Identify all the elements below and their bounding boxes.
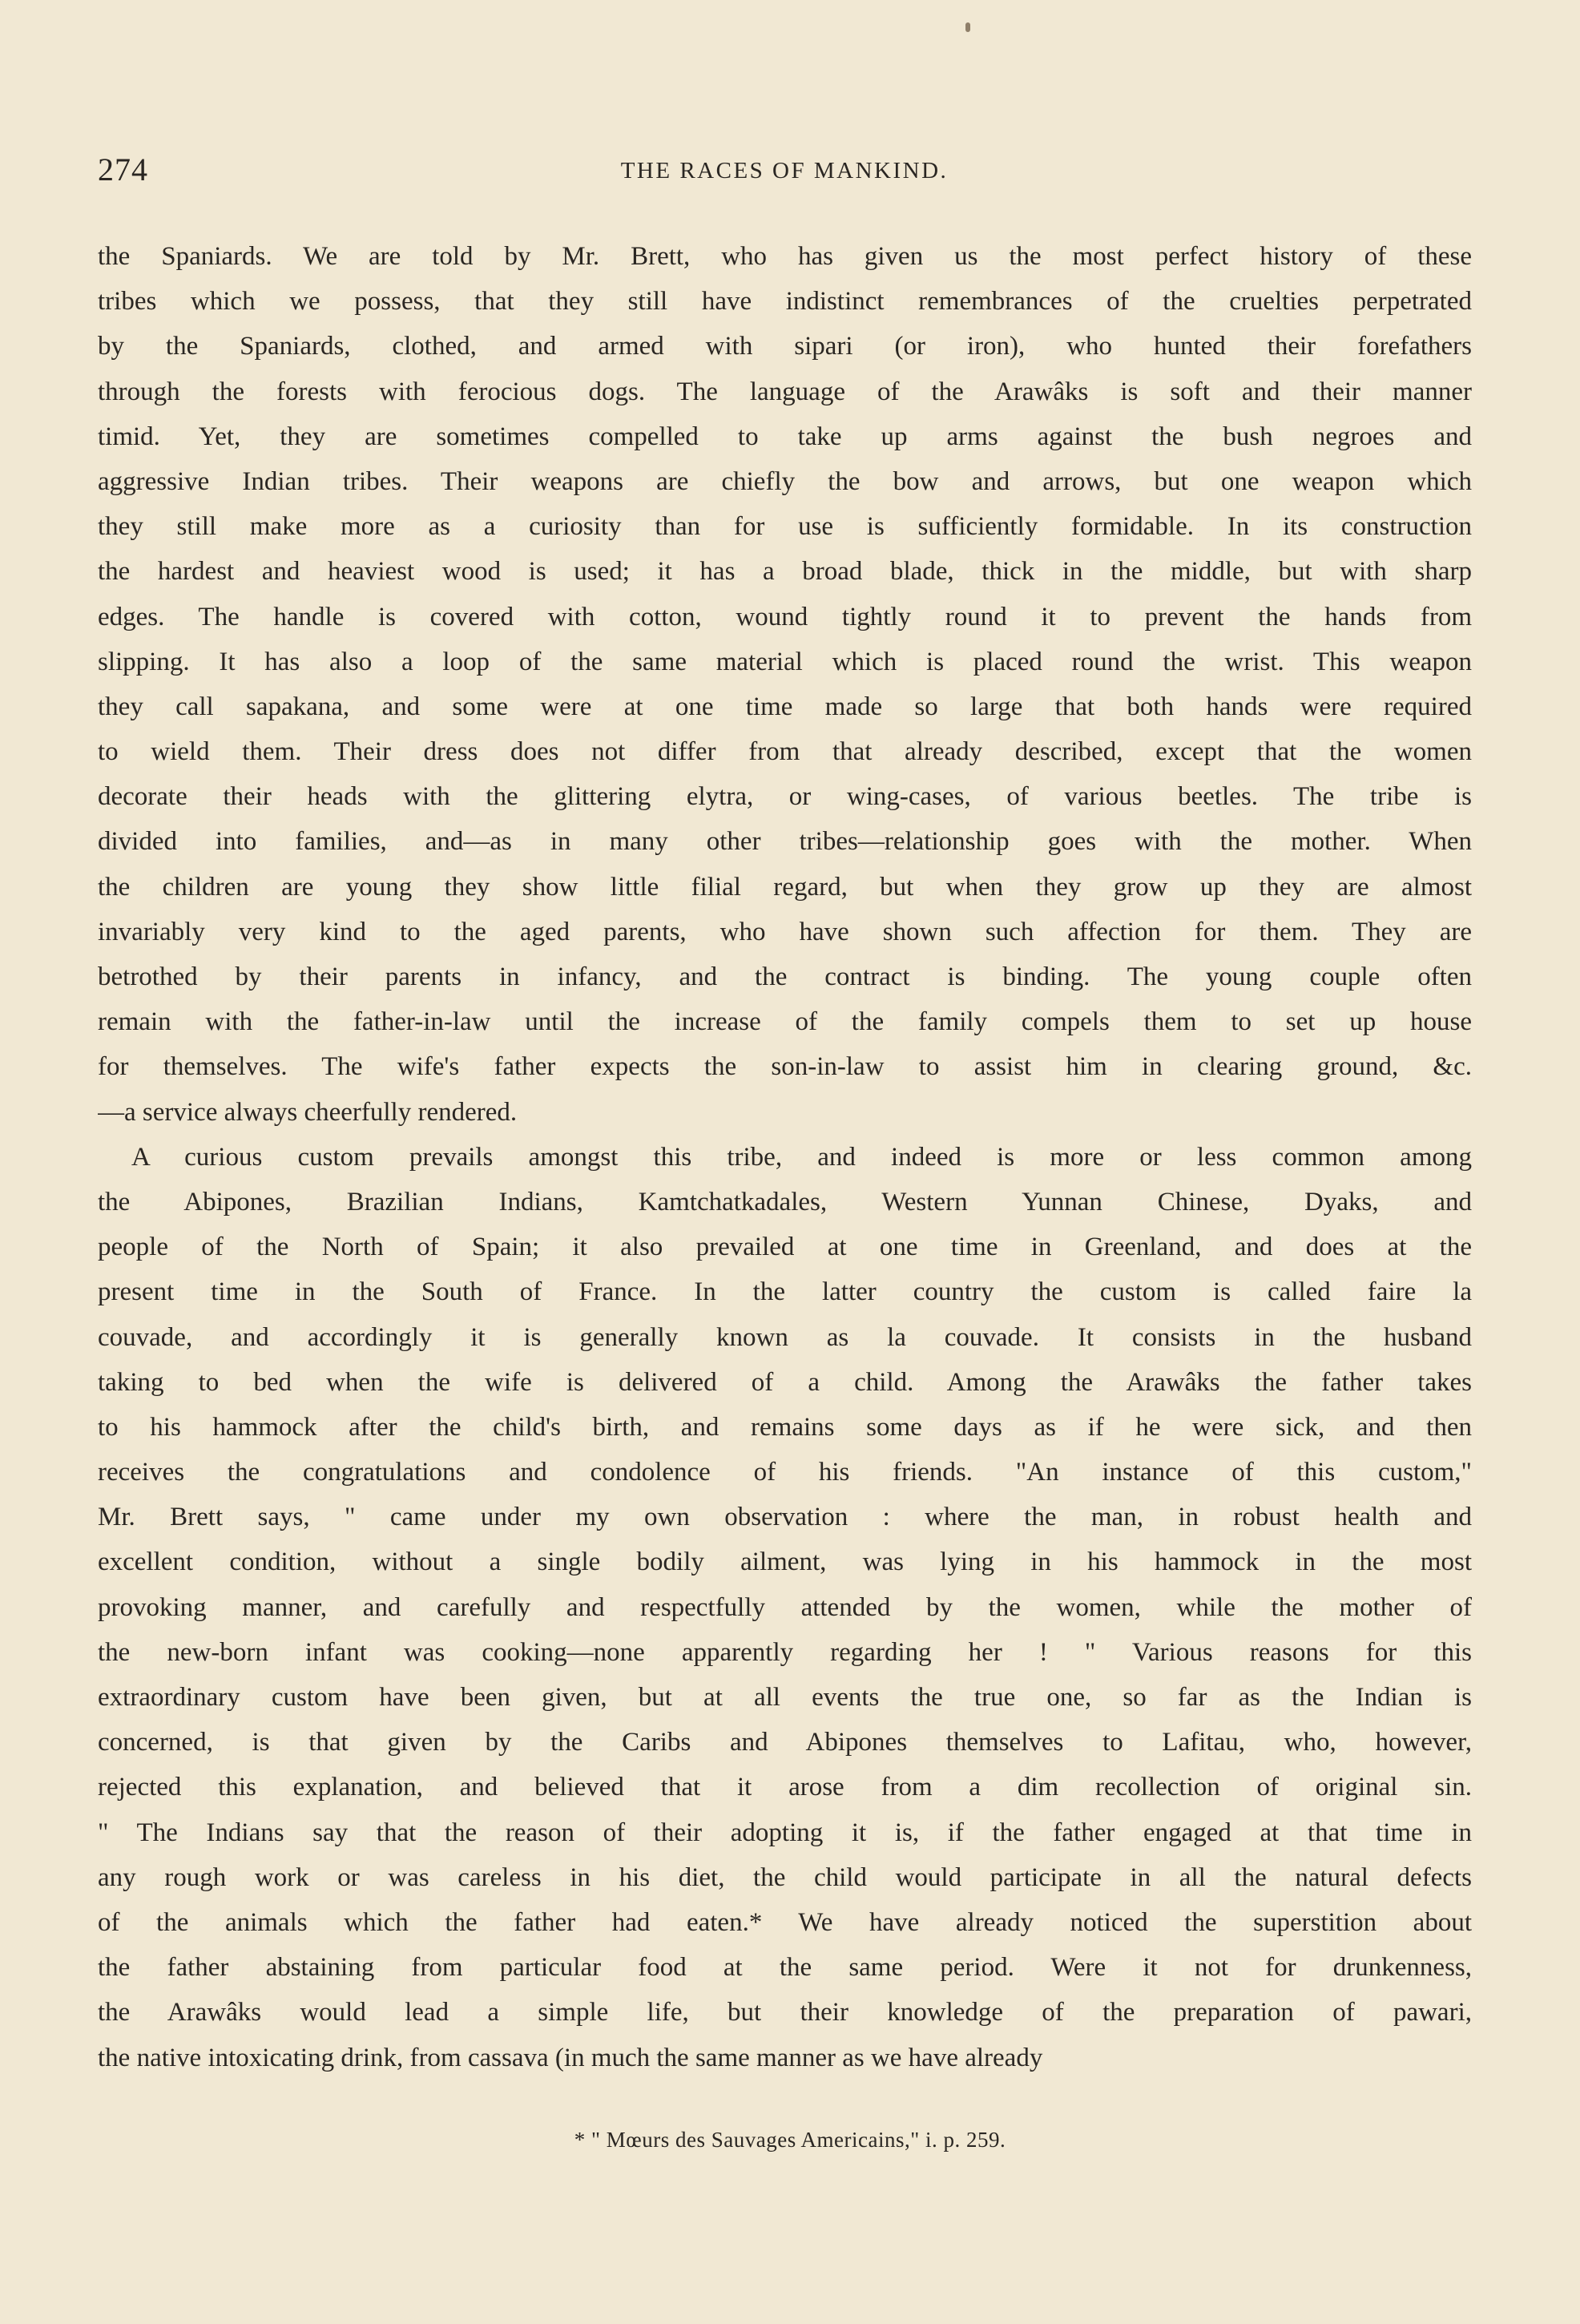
text-line: any rough work or was careless in his diet, the child would participate in all the natural defects bbox=[98, 1862, 1472, 1892]
text-line: the children are young they show little filial regard, but when they grow up they are almost bbox=[98, 872, 1472, 902]
text-line: to his hammock after the child's birth, and remains some days as if he were sick, and then bbox=[98, 1412, 1472, 1442]
body-text bbox=[98, 234, 1472, 2080]
text-line: they call sapakana, and some were at one time made so large that both hands were required bbox=[98, 692, 1472, 721]
text-line: " The Indians say that the reason of their adopting it is, if the father engaged at that time in bbox=[98, 1818, 1472, 1847]
text-line: of the animals which the father had eaten.* We have already noticed the superstition about bbox=[98, 1907, 1472, 1937]
text-line: present time in the South of France. In the latter country the custom is called faire la bbox=[98, 1277, 1472, 1307]
text-line: the Abipones, Brazilian Indians, Kamtchatkadales, Western Yunnan Chinese, Dyaks, and bbox=[98, 1187, 1472, 1216]
text-line: receives the congratulations and condolence of his friends. "An instance of this custom," bbox=[98, 1458, 1472, 1487]
text-line: people of the North of Spain; it also prevailed at one time in Greenland, and does at the bbox=[98, 1233, 1472, 1262]
text-line: concerned, is that given by the Caribs and Abipones themselves to Lafitau, who, however, bbox=[98, 1728, 1472, 1757]
text-line: remain with the father-in-law until the increase of the family compels them to set up house bbox=[98, 1007, 1472, 1037]
paragraph-1 bbox=[98, 234, 1472, 1135]
page-header bbox=[98, 151, 1471, 196]
text-line: Mr. Brett says, " came under my own observation : where the man, in robust health and bbox=[98, 1503, 1472, 1532]
text-line: A curious custom prevails amongst this tribe, and indeed is more or less common among bbox=[131, 1142, 1472, 1172]
text-line: betrothed by their parents in infancy, and the contract is binding. The young couple often bbox=[98, 962, 1472, 991]
footnote: * " Mœurs des Sauvages Americains," i. p. 259. bbox=[574, 2128, 1006, 2152]
text-line: the Spaniards. We are told by Mr. Brett, who has given us the most perfect history of these bbox=[98, 242, 1472, 271]
text-line: taking to bed when the wife is delivered of a child. Among the Arawâks the father takes bbox=[98, 1367, 1472, 1397]
text-line: extraordinary custom have been given, but at all events the true one, so far as the Indian is bbox=[98, 1683, 1472, 1712]
text-line: —a service always cheerfully rendered. bbox=[98, 1097, 518, 1127]
text-line: divided into families, and—as in many other tribes—relationship goes with the mother. When bbox=[98, 827, 1472, 857]
text-line: edges. The handle is covered with cotton, wound tightly round it to prevent the hands from bbox=[98, 602, 1472, 631]
text-line: the new-born infant was cooking—none apparently regarding her ! " Various reasons for this bbox=[98, 1637, 1472, 1667]
text-line: the native intoxicating drink, from cassava (in much the same manner as we have already bbox=[98, 2043, 1043, 2072]
text-line: the hardest and heaviest wood is used; it has a broad blade, thick in the middle, but with sharp bbox=[98, 557, 1472, 587]
text-line: couvade, and accordingly it is generally known as la couvade. It consists in the husband bbox=[98, 1322, 1472, 1352]
text-line: tribes which we possess, that they still have indistinct remembrances of the cruelties perpetrated bbox=[98, 287, 1472, 317]
paragraph-2 bbox=[98, 1135, 1472, 2080]
text-line: to wield them. Their dress does not differ from that already described, except that the women bbox=[98, 737, 1472, 767]
text-line: for themselves. The wife's father expects the son-in-law to assist him in clearing ground, &c. bbox=[98, 1052, 1472, 1082]
ink-speck bbox=[965, 22, 970, 32]
text-line: they still make more as a curiosity than for use is sufficiently formidable. In its construction bbox=[98, 512, 1472, 542]
text-line: the Arawâks would lead a simple life, but their knowledge of the preparation of pawari, bbox=[98, 1998, 1472, 2027]
text-line: through the forests with ferocious dogs. The language of the Arawâks is soft and their manner bbox=[98, 377, 1472, 406]
text-line: invariably very kind to the aged parents, who have shown such affection for them. They are bbox=[98, 917, 1472, 946]
text-line: aggressive Indian tribes. Their weapons are chiefly the bow and arrows, but one weapon which bbox=[98, 466, 1472, 496]
text-line: rejected this explanation, and believed that it arose from a dim recollection of original sin. bbox=[98, 1773, 1472, 1802]
text-line: excellent condition, without a single bodily ailment, was lying in his hammock in the most bbox=[98, 1547, 1472, 1577]
text-line: the father abstaining from particular food at the same period. Were it not for drunkenness, bbox=[98, 1953, 1472, 1983]
running-title: THE RACES OF MANKIND. bbox=[620, 158, 949, 184]
text-line: decorate their heads with the glittering elytra, or wing-cases, of various beetles. The tribe is bbox=[98, 782, 1472, 812]
text-line: timid. Yet, they are sometimes compelled to take up arms against the bush negroes and bbox=[98, 422, 1472, 451]
text-line: slipping. It has also a loop of the same material which is placed round the wrist. This weapon bbox=[98, 647, 1472, 676]
text-line: provoking manner, and carefully and respectfully attended by the women, while the mother of bbox=[98, 1592, 1472, 1622]
page-number: 274 bbox=[98, 151, 148, 188]
text-line: by the Spaniards, clothed, and armed with sipari (or iron), who hunted their forefathers bbox=[98, 332, 1472, 361]
